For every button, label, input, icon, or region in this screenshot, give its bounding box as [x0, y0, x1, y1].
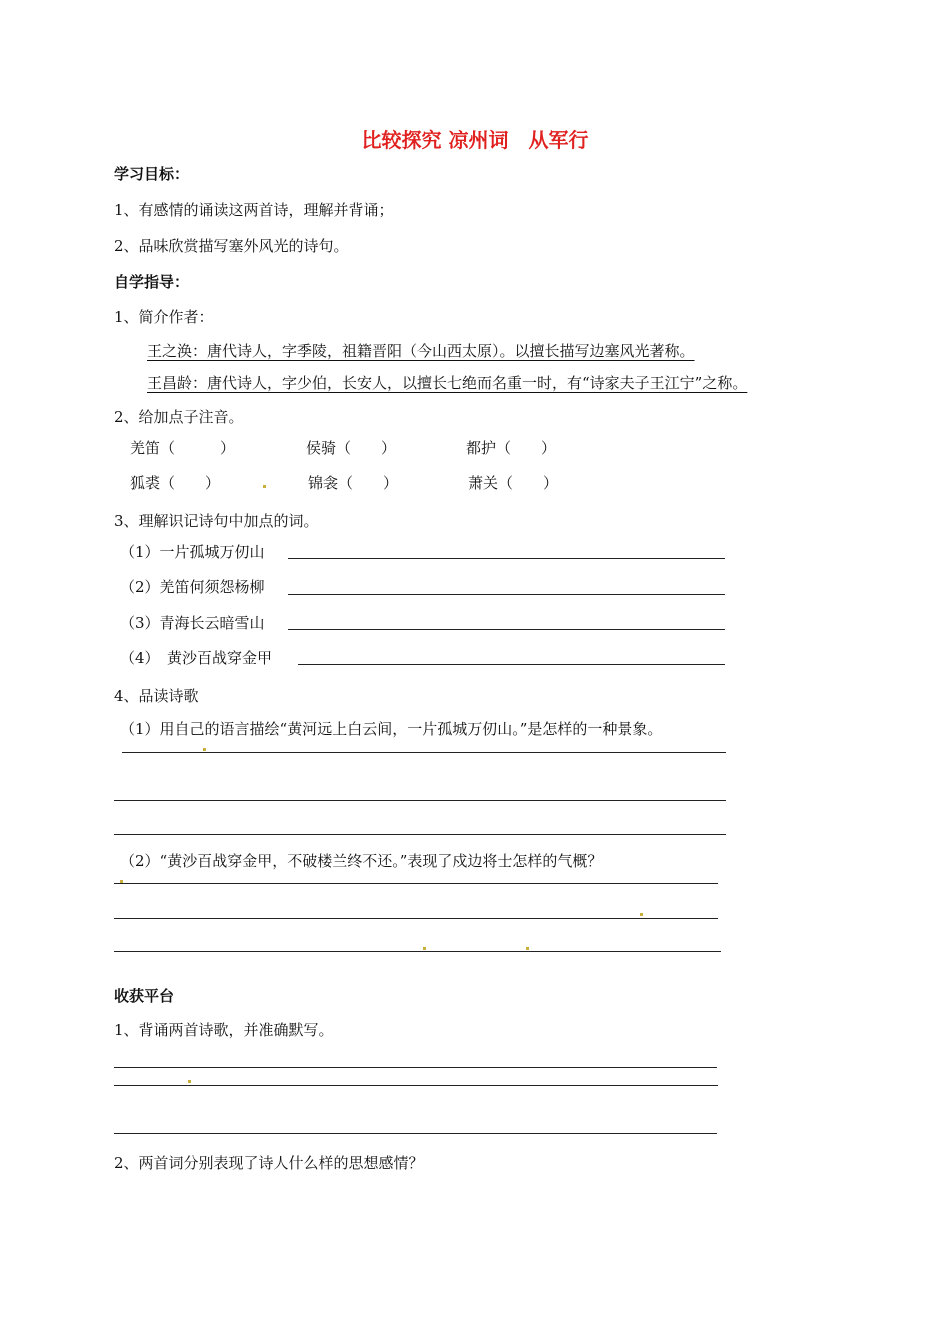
- guide-heading: 自学指导：: [114, 273, 190, 291]
- words-label: 3、理解识记诗句中加点的词。: [114, 512, 319, 530]
- print-speck: [188, 1080, 191, 1083]
- word-item-1: （1）一片孤城万仞山: [120, 543, 265, 561]
- pinyin-item-5: 锦衾（ ）: [308, 474, 399, 492]
- goal-item-1: 1、有感情的诵读这两首诗，理解并背诵；: [114, 201, 394, 219]
- answer-line[interactable]: [114, 883, 718, 884]
- print-speck: [120, 880, 123, 883]
- author-wang-zhihuan: 王之涣：唐代诗人，字季陵，祖籍晋阳（今山西太原）。以擅长描写边塞风光著称。: [147, 342, 695, 360]
- print-speck: [640, 913, 643, 916]
- answer-line[interactable]: [114, 834, 726, 835]
- answer-line[interactable]: [288, 629, 725, 630]
- harvest-heading: 收获平台: [114, 987, 175, 1005]
- answer-line[interactable]: [122, 752, 726, 753]
- pinyin-item-3: 都护（ ）: [466, 439, 557, 457]
- appreciate-question-1: （1）用自己的语言描绘“黄河远上白云间，一片孤城万仞山。”是怎样的一种景象。: [120, 720, 663, 738]
- harvest-question-1: 1、背诵两首诗歌，并准确默写。: [114, 1021, 334, 1039]
- pinyin-item-1: 羌笛（ ）: [130, 439, 236, 457]
- goals-heading: 学习目标：: [114, 165, 190, 183]
- pinyin-item-6: 萧关（ ）: [468, 474, 559, 492]
- answer-line[interactable]: [298, 664, 725, 665]
- answer-line[interactable]: [114, 1133, 717, 1134]
- answer-line[interactable]: [288, 594, 725, 595]
- print-speck: [203, 748, 206, 751]
- answer-line[interactable]: [114, 1085, 718, 1086]
- appreciate-question-2: （2）“黄沙百战穿金甲，不破楼兰终不还。”表现了戍边将士怎样的气概？: [120, 852, 603, 870]
- word-item-3: （3）青海长云暗雪山: [120, 614, 265, 632]
- word-item-2: （2）羌笛何须怨杨柳: [120, 578, 265, 596]
- author-wang-changling: 王昌龄：唐代诗人，字少伯，长安人，以擅长七绝而名重一时，有“诗家夫子王江宁”之称。: [147, 374, 748, 392]
- pinyin-label: 2、给加点子注音。: [114, 408, 244, 426]
- answer-line[interactable]: [114, 951, 721, 952]
- answer-line[interactable]: [114, 800, 726, 801]
- print-speck: [263, 485, 266, 488]
- answer-line[interactable]: [114, 1067, 717, 1068]
- pinyin-item-4: 狐裘（ ）: [130, 474, 221, 492]
- pinyin-item-2: 侯骑（ ）: [306, 439, 397, 457]
- word-item-4: （4） 黄沙百战穿金甲: [120, 649, 273, 667]
- appreciate-label: 4、品读诗歌: [114, 687, 199, 705]
- authors-label: 1、简介作者：: [114, 308, 214, 326]
- answer-line[interactable]: [114, 918, 718, 919]
- page-title: 比较探究 凉州词 从军行: [361, 128, 589, 152]
- answer-line[interactable]: [288, 558, 725, 559]
- goal-item-2: 2、品味欣赏描写塞外风光的诗句。: [114, 237, 349, 255]
- print-speck: [423, 947, 426, 950]
- print-speck: [526, 947, 529, 950]
- harvest-question-2: 2、两首词分别表现了诗人什么样的思想感情？: [114, 1154, 424, 1172]
